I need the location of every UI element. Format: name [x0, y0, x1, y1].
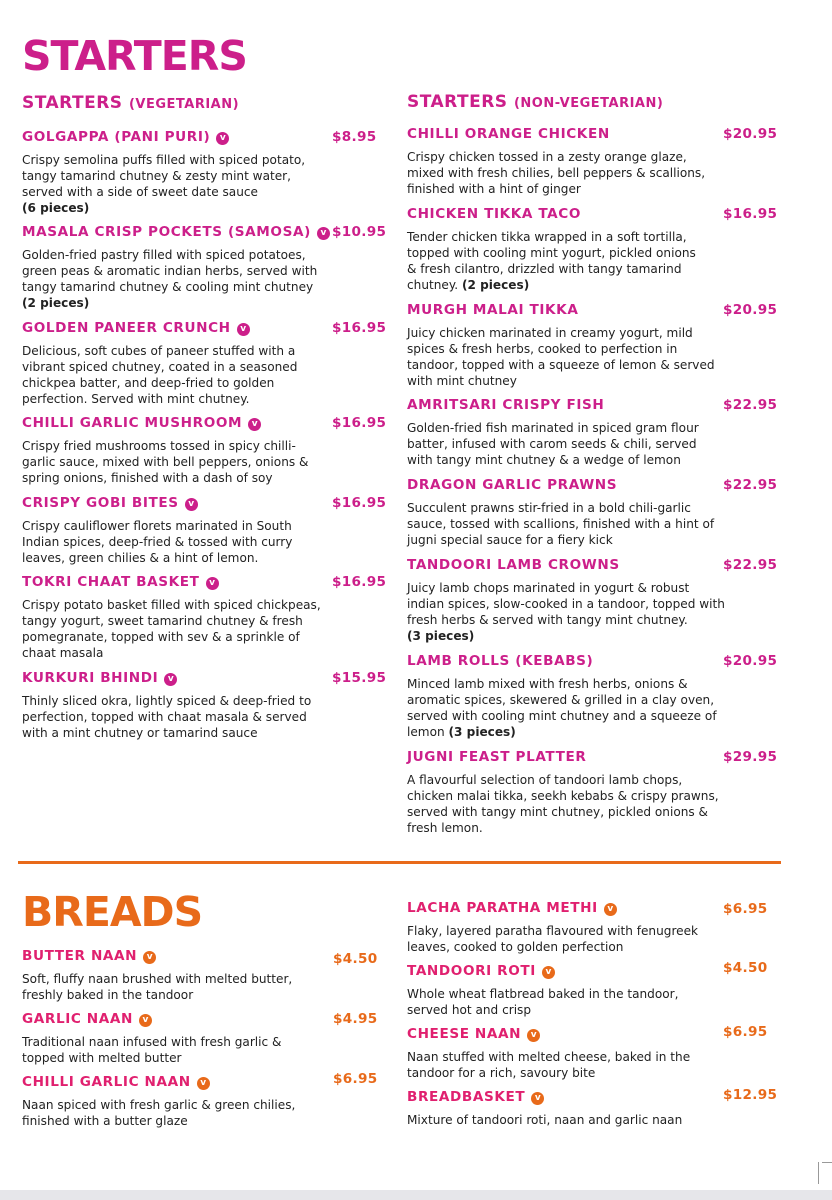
- menu-item: [407, 749, 778, 836]
- item-name: CHICKEN TIKKA TACO: [407, 206, 582, 222]
- item-name: KURKURI BHINDI v: [22, 670, 177, 686]
- vegetarian-icon: v: [248, 418, 261, 431]
- item-description: Whole wheat flatbread baked in the tandoor, served hot and crisp: [407, 987, 679, 1017]
- menu-item: [407, 477, 778, 548]
- menu-item: [407, 206, 778, 293]
- item-description: Golden-fried fish marinated in spiced gram flour batter, infused with carom seeds & chili, served with tangy mint chutney & a wedge of lemon: [407, 421, 699, 467]
- item-name: JUGNI FEAST PLATTER: [407, 749, 587, 765]
- menu-item: [407, 397, 778, 468]
- item-name: GOLDEN PANEER CRUNCH v: [22, 320, 250, 336]
- item-price: $22.95: [723, 477, 778, 493]
- menu-item: [22, 495, 387, 566]
- veg-heading-sub: (VEGETARIAN): [128, 97, 240, 112]
- item-name: BUTTER NAAN v: [22, 948, 156, 964]
- item-price: $16.95: [332, 320, 387, 336]
- item-description: Traditional naan infused with fresh garlic & topped with melted butter: [22, 1035, 282, 1065]
- menu-item: [407, 1026, 767, 1081]
- item-price: $16.95: [332, 574, 387, 590]
- vegetarian-icon: v: [531, 1092, 544, 1105]
- vegetarian-icon: v: [206, 577, 219, 590]
- item-name: AMRITSARI CRISPY FISH: [407, 397, 605, 413]
- item-name: GARLIC NAAN v: [22, 1011, 152, 1027]
- item-description: Tender chicken tikka wrapped in a soft tortilla, topped with cooling mint yogurt, pickled onions & fresh cilantro, drizzled with tangy tamarind chutney. (2 pieces): [407, 230, 696, 292]
- item-description: Crispy chicken tossed in a zesty orange glaze, mixed with fresh chilies, bell peppers & scallions, finished with a hint of ginger: [407, 150, 706, 196]
- menu-item: [22, 574, 387, 661]
- footer-bar: [0, 1190, 832, 1200]
- item-name: LAMB ROLLS (KEBABS): [407, 653, 594, 669]
- item-price: $10.95: [332, 224, 387, 240]
- item-price: $12.95: [723, 1087, 778, 1103]
- item-description: Crispy semolina puffs filled with spiced potato, tangy tamarind chutney & zesty mint water, served with a side of sweet date sauce (6 pieces): [22, 153, 306, 215]
- item-name: BREADBASKET v: [407, 1089, 544, 1105]
- menu-item: [407, 302, 778, 389]
- vegetarian-icon: v: [527, 1029, 540, 1042]
- item-price: $4.95: [333, 1011, 378, 1027]
- item-name: CHILLI GARLIC MUSHROOM v: [22, 415, 261, 431]
- item-price: $15.95: [332, 670, 387, 686]
- menu-item: [22, 1071, 382, 1129]
- veg-heading-main: STARTERS: [22, 93, 123, 113]
- item-price: $20.95: [723, 302, 778, 318]
- item-name: GOLGAPPA (PANI PURI) v: [22, 129, 229, 145]
- section-divider: [18, 861, 781, 864]
- item-name: CHEESE NAAN v: [407, 1026, 540, 1042]
- nonveg-heading-sub: (NON-VEGETARIAN): [513, 96, 664, 111]
- item-description: Thinly sliced okra, lightly spiced & deep-fried to perfection, topped with chaat masala & served with a mint chutney or tamarind sauce: [22, 694, 312, 740]
- item-name: TANDOORI ROTI v: [407, 963, 555, 979]
- vegetarian-icon: v: [216, 132, 229, 145]
- item-description: Crispy potato basket filled with spiced chickpeas, tangy yogurt, sweet tamarind chutney & fresh pomegranate, topped with sev & a sprinkle of chaat masala: [22, 598, 321, 660]
- item-description: Crispy fried mushrooms tossed in spicy chilli-garlic sauce, mixed with bell peppers, onions & spring onions, finished with a dash of soy: [22, 439, 309, 485]
- item-price: $4.50: [333, 951, 378, 967]
- item-description: Succulent prawns stir-fried in a bold chili-garlic sauce, tossed with scallions, finished with a hint of jugni special sauce for a fiery kick: [407, 501, 715, 547]
- item-name: TOKRI CHAAT BASKET v: [22, 574, 219, 590]
- menu-item: [22, 129, 382, 216]
- item-name: MASALA CRISP POCKETS (SAMOSA) v: [22, 224, 330, 240]
- vegetarian-icon: v: [139, 1014, 152, 1027]
- vegetarian-icon: v: [185, 498, 198, 511]
- item-description: Golden-fried pastry filled with spiced potatoes, green peas & aromatic indian herbs, served with tangy tamarind chutney & cooling mint chutney (2 pieces): [22, 248, 318, 310]
- vegetarian-icon: v: [604, 903, 617, 916]
- item-price: $20.95: [723, 126, 778, 142]
- vegetarian-icon: v: [542, 966, 555, 979]
- menu-item: [407, 960, 768, 1018]
- item-price: $4.50: [723, 960, 768, 976]
- item-price: $6.95: [723, 1024, 768, 1040]
- page-edge-mark: [822, 1162, 832, 1163]
- vegetarian-icon: v: [197, 1077, 210, 1090]
- menu-item: [407, 1087, 778, 1128]
- vegetarian-icon: v: [164, 673, 177, 686]
- menu-item: [22, 948, 382, 1003]
- menu-item: [22, 670, 387, 741]
- menu-item: [407, 653, 778, 740]
- item-price: $16.95: [332, 495, 387, 511]
- item-name: MURGH MALAI TIKKA: [407, 302, 579, 318]
- starters-title: STARTERS: [22, 32, 247, 80]
- item-price: $8.95: [332, 129, 377, 145]
- item-name: CHILLI GARLIC NAAN v: [22, 1074, 210, 1090]
- item-description: Minced lamb mixed with fresh herbs, onions & aromatic spices, skewered & grilled in a clay oven, served with cooling mint chutney and a squeeze of lemon (3 pieces): [407, 677, 717, 739]
- item-description: Crispy cauliflower florets marinated in South Indian spices, deep-fried & tossed with curry leaves, green chilies & a hint of lemon.: [22, 519, 293, 565]
- item-price: $6.95: [333, 1071, 378, 1087]
- item-name: LACHA PARATHA METHI v: [407, 900, 617, 916]
- item-description: Naan stuffed with melted cheese, baked in the tandoor for a rich, savoury bite: [407, 1050, 691, 1080]
- item-description: Mixture of tandoori roti, naan and garlic naan: [407, 1113, 683, 1127]
- item-price: $6.95: [723, 901, 768, 917]
- item-description: Juicy lamb chops marinated in yogurt & robust indian spices, slow-cooked in a tandoor, topped with fresh herbs & served with tangy mint chutney. (3 pieces): [407, 581, 725, 643]
- item-description: Delicious, soft cubes of paneer stuffed with a vibrant spiced chutney, coated in a seasoned chickpea batter, and deep-fried to golden perfection. Served with mint chutney.: [22, 344, 298, 406]
- item-description: Juicy chicken marinated in creamy yogurt, mild spices & fresh herbs, cooked to perfection in tandoor, topped with a squeeze of lemon & served with mint chutney: [407, 326, 715, 388]
- item-name: CRISPY GOBI BITES v: [22, 495, 198, 511]
- item-price: $22.95: [723, 397, 778, 413]
- item-price: $20.95: [723, 653, 778, 669]
- menu-item: [407, 900, 767, 955]
- menu-item: [22, 415, 387, 486]
- vegetarian-icon: v: [143, 951, 156, 964]
- nonveg-starters-heading: [407, 92, 663, 112]
- item-description: Flaky, layered paratha flavoured with fenugreek leaves, cooked to golden perfection: [407, 924, 699, 954]
- menu-item: [22, 224, 387, 311]
- menu-item: [407, 126, 778, 197]
- item-price: $16.95: [332, 415, 387, 431]
- item-name: TANDOORI LAMB CROWNS: [407, 557, 620, 573]
- item-name: DRAGON GARLIC PRAWNS: [407, 477, 618, 493]
- menu-item: [407, 557, 778, 644]
- vegetarian-icon: v: [317, 227, 330, 240]
- item-price: $29.95: [723, 749, 778, 765]
- menu-item: [22, 320, 387, 407]
- veg-starters-heading: [22, 93, 239, 113]
- item-price: $16.95: [723, 206, 778, 222]
- item-description: Soft, fluffy naan brushed with melted butter, freshly baked in the tandoor: [22, 972, 293, 1002]
- page-edge-mark: [818, 1162, 819, 1184]
- nonveg-heading-main: STARTERS: [407, 92, 508, 112]
- vegetarian-icon: v: [237, 323, 250, 336]
- item-name: CHILLI ORANGE CHICKEN: [407, 126, 610, 142]
- breads-title: BREADS: [22, 888, 203, 936]
- item-price: $22.95: [723, 557, 778, 573]
- item-description: Naan spiced with fresh garlic & green chilies, finished with a butter glaze: [22, 1098, 296, 1128]
- menu-item: [22, 1011, 382, 1066]
- item-description: A flavourful selection of tandoori lamb chops, chicken malai tikka, seekh kebabs & crispy prawns, served with tangy mint chutney, pickled onions & fresh lemon.: [407, 773, 719, 835]
